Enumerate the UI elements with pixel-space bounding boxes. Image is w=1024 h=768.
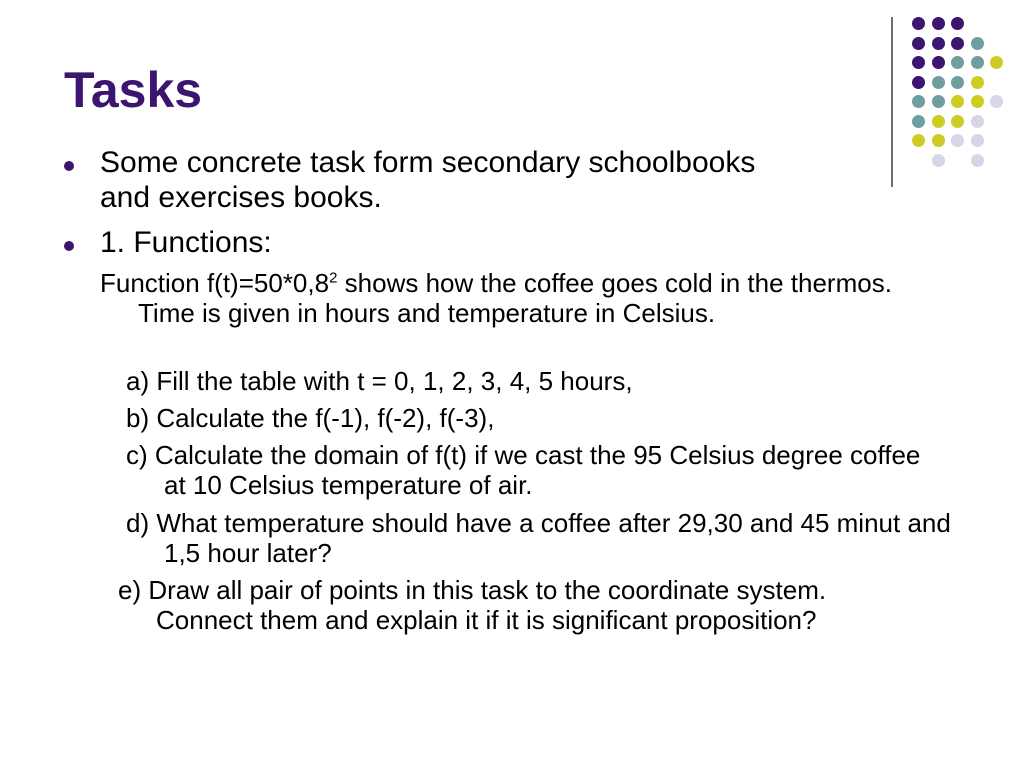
decorative-dot xyxy=(912,37,925,50)
decorative-dot xyxy=(971,95,984,108)
decorative-dot xyxy=(912,56,925,69)
formula-exponent: 2 xyxy=(329,269,338,287)
decorative-dot xyxy=(951,76,964,89)
decorative-dot xyxy=(990,95,1003,108)
slide-title: Tasks xyxy=(64,62,203,118)
decorative-dot xyxy=(951,134,964,147)
bullet-text: Some concrete task form secondary schoolbooks and exercises books. xyxy=(100,146,756,214)
task-b: b) Calculate the f(-1), f(-2), f(-3), xyxy=(126,403,495,433)
bullet-dot-icon xyxy=(64,241,74,251)
decorative-dot xyxy=(932,56,945,69)
task-e: e) Draw all pair of points in this task to the coordinate system. Connect them and explain it if it is significant proposition? xyxy=(118,575,827,635)
function-description xyxy=(100,268,938,328)
decorative-dot xyxy=(971,56,984,69)
function-formula: Function f(t)=50*0,8 xyxy=(100,268,330,298)
task-c: c) Calculate the domain of f(t) if we cast the 95 Celsius degree coffee at 10 Celsius temperature of air. xyxy=(126,440,921,500)
decorative-dot xyxy=(951,115,964,128)
decorative-dot xyxy=(971,37,984,50)
decorative-dot xyxy=(971,115,984,128)
decorative-dot xyxy=(912,115,925,128)
decorative-dot xyxy=(932,154,945,167)
decorative-dot xyxy=(932,134,945,147)
decorative-dot xyxy=(932,76,945,89)
decorative-dot xyxy=(951,95,964,108)
decorative-dot xyxy=(932,37,945,50)
decorative-dot xyxy=(932,17,945,30)
decorative-dot xyxy=(951,37,964,50)
decorative-dot xyxy=(912,95,925,108)
task-d: d) What temperature should have a coffee after 29,30 and 45 minut and 1,5 hour later? xyxy=(126,508,951,568)
decorative-dot xyxy=(951,56,964,69)
task-a: a) Fill the table with t = 0, 1, 2, 3, 4, 5 hours, xyxy=(126,366,633,396)
decorative-dot xyxy=(912,17,925,30)
bullet-dot-icon xyxy=(64,161,74,171)
decorative-dot xyxy=(971,134,984,147)
decorative-dot xyxy=(932,95,945,108)
bullet-text: 1. Functions: xyxy=(100,226,272,259)
decorative-dot xyxy=(971,154,984,167)
decorative-dot xyxy=(990,56,1003,69)
decorative-dot xyxy=(932,115,945,128)
decorative-dot xyxy=(912,76,925,89)
decorative-dot xyxy=(971,76,984,89)
function-explanation: shows how the coffee goes cold in the thermos. Time is given in hours and temperature in Celsius. xyxy=(138,268,892,328)
decorative-dot xyxy=(951,17,964,30)
